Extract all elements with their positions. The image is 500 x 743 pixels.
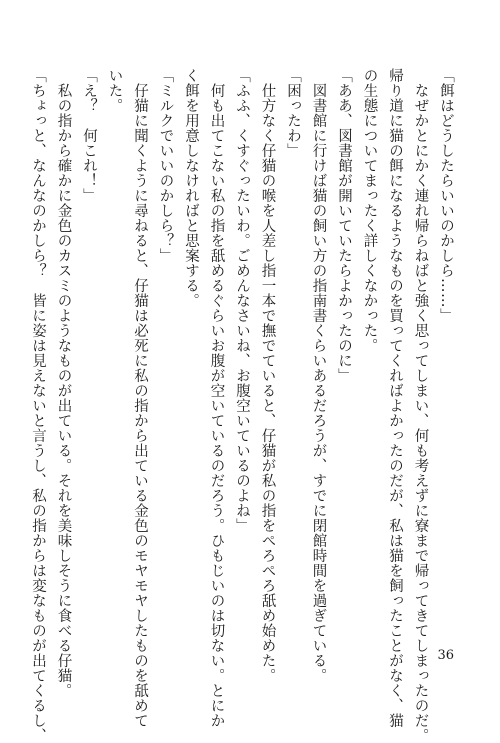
text-line: 「ミルクでいいのかしら？」 [157,68,174,263]
page-number: 36 [437,648,454,663]
text-line: いた。 [106,68,123,113]
text-line: 「ちょっと、なんなのかしら？ 皆に姿は見えないと言うし、私の指からは変なものが出てくるし、 [30,68,46,743]
text-line: 仕方なく仔猫の喉を人差し指一本で撫でていると、仔猫が私の指をぺろぺろ舐め始めた。 [259,68,276,683]
text-line: 「え？ 何これ！」 [81,68,97,203]
text-line: なぜかとにかく連れ帰らねばと強く思ってしまい、何も考えずに寮まで帰ってきてしまったのだ。 [412,68,429,743]
text-line: 「困ったわ」 [285,68,301,158]
text-line: 「ああ、図書館が開いていたらよかったのに」 [336,68,352,383]
text-line: 何も出てこない私の指を舐めるぐらいお腹が空いているのだろう。ひもじいのは切ない。とにか [208,68,225,728]
text-line: の生態についてまったく詳しくなかった。 [361,68,378,353]
text-line: 「ふふ、くすぐったいわ。ごめんなさいね、お腹空いているのよね」 [234,68,250,533]
text-line: く餌を用意しなければと思案する。 [183,68,199,308]
text-line: 帰り道に猫の餌になるようなものを買ってくればよかったのだが、私は猫を飼ったことがなく、猫 [387,68,403,728]
text-line: 「餌はどうしたらいいのかしら……」 [438,68,454,323]
text-line: 私の指から確かに金色のカスミのようなものが出ている。それを美味しそうに食べる仔猫。 [55,68,72,698]
text-line: 図書館に行けば猫の飼い方の指南書くらいあるだろうが、すでに閉館時間を過ぎている。 [310,68,327,683]
text-line: 仔猫に聞くように尋ねると、仔猫は必死に私の指から出ている金色のモヤモヤしたものを舐めて [132,68,148,728]
